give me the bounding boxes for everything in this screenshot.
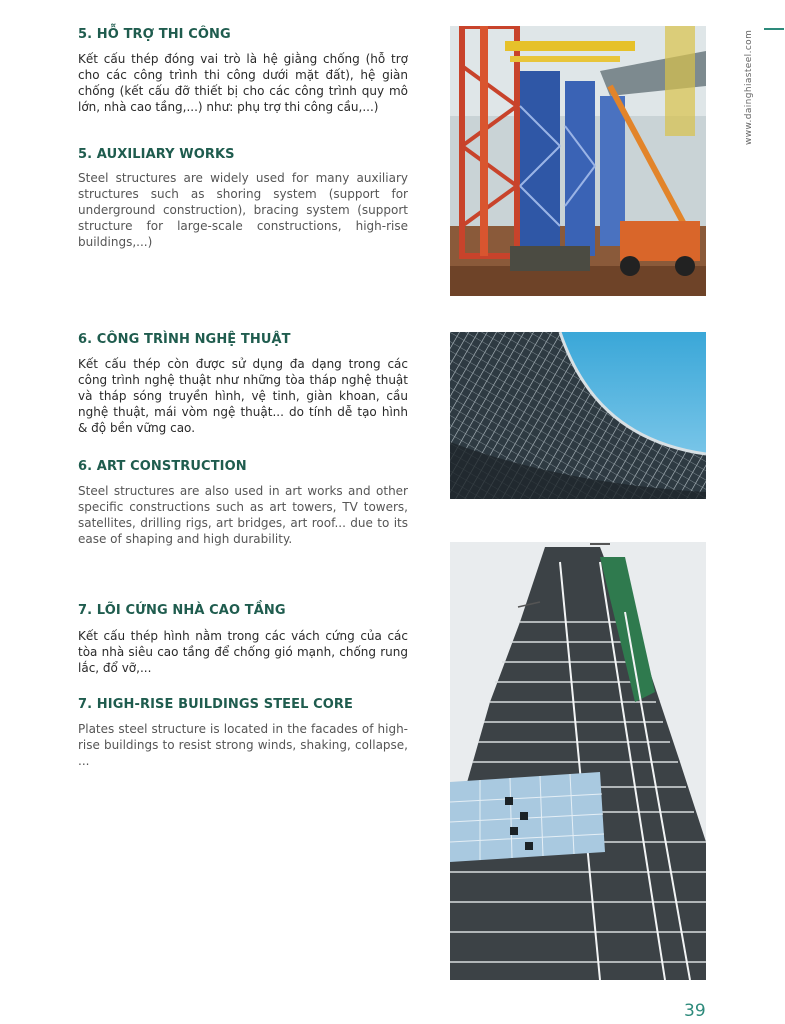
- section-7-vi-text: Kết cấu thép hình nằm trong các vách cứng của các tòa nhà siêu cao tầng để chống gió mạnh, chống rung lắc, đổ vỡ,...: [78, 629, 408, 675]
- high-rise-core-photo: [450, 542, 706, 980]
- art-roof-photo: [450, 332, 706, 499]
- section-5-vi-title: 5. HỖ TRỢ THI CÔNG: [78, 27, 231, 42]
- section-5-en-text: Steel structures are widely used for many auxiliary structures such as shoring system (support for underground construction), bracing system (support structure for large-scale constructions, high-rise buildings,...): [78, 171, 408, 249]
- page-number: 39: [684, 1001, 706, 1021]
- section-7-en-text: Plates steel structure is located in the facades of high-rise buildings to resist strong winds, shaking, collapse, ...: [78, 722, 408, 768]
- section-6-vi-text: Kết cấu thép còn được sử dụng đa dạng trong các công trình nghệ thuật như những tòa tháp nghệ thuật và tháp sóng truyền hình, vệ tinh, giàn khoan, cầu nghệ thuật, mái vòm ngệ thuật... do tính dễ tạo hình & độ bền vững cao.: [78, 357, 408, 435]
- section-7-en-title: 7. HIGH-RISE BUILDINGS STEEL CORE: [78, 697, 354, 712]
- auxiliary-works-photo: [450, 26, 706, 296]
- section-5-vi-text: Kết cấu thép đóng vai trò là hệ giằng chống (hỗ trợ cho các công trình thi công dưới mặt đất), hệ giàn chống (kết cấu đỡ thiết bị cho các công trình quy mô lớn, nhà cao tầng,...) như: phụ trợ thi công cầu,...): [78, 52, 408, 114]
- section-6-vi-title: 6. CÔNG TRÌNH NGHỆ THUẬT: [78, 332, 291, 347]
- accent-line: [764, 28, 784, 30]
- section-6-en-title: 6. ART CONSTRUCTION: [78, 459, 247, 474]
- website-url: www.dainghiasteel.com: [744, 29, 754, 145]
- section-6-en-text: Steel structures are also used in art works and other specific constructions such as art towers, TV towers, satellites, drilling rigs, art bridges, art roof... due to its ease of shaping and high durability.: [78, 484, 408, 546]
- section-5-en-title: 5. AUXILIARY WORKS: [78, 147, 235, 162]
- section-7-vi-title: 7. LÕI CỨNG NHÀ CAO TẦNG: [78, 603, 286, 618]
